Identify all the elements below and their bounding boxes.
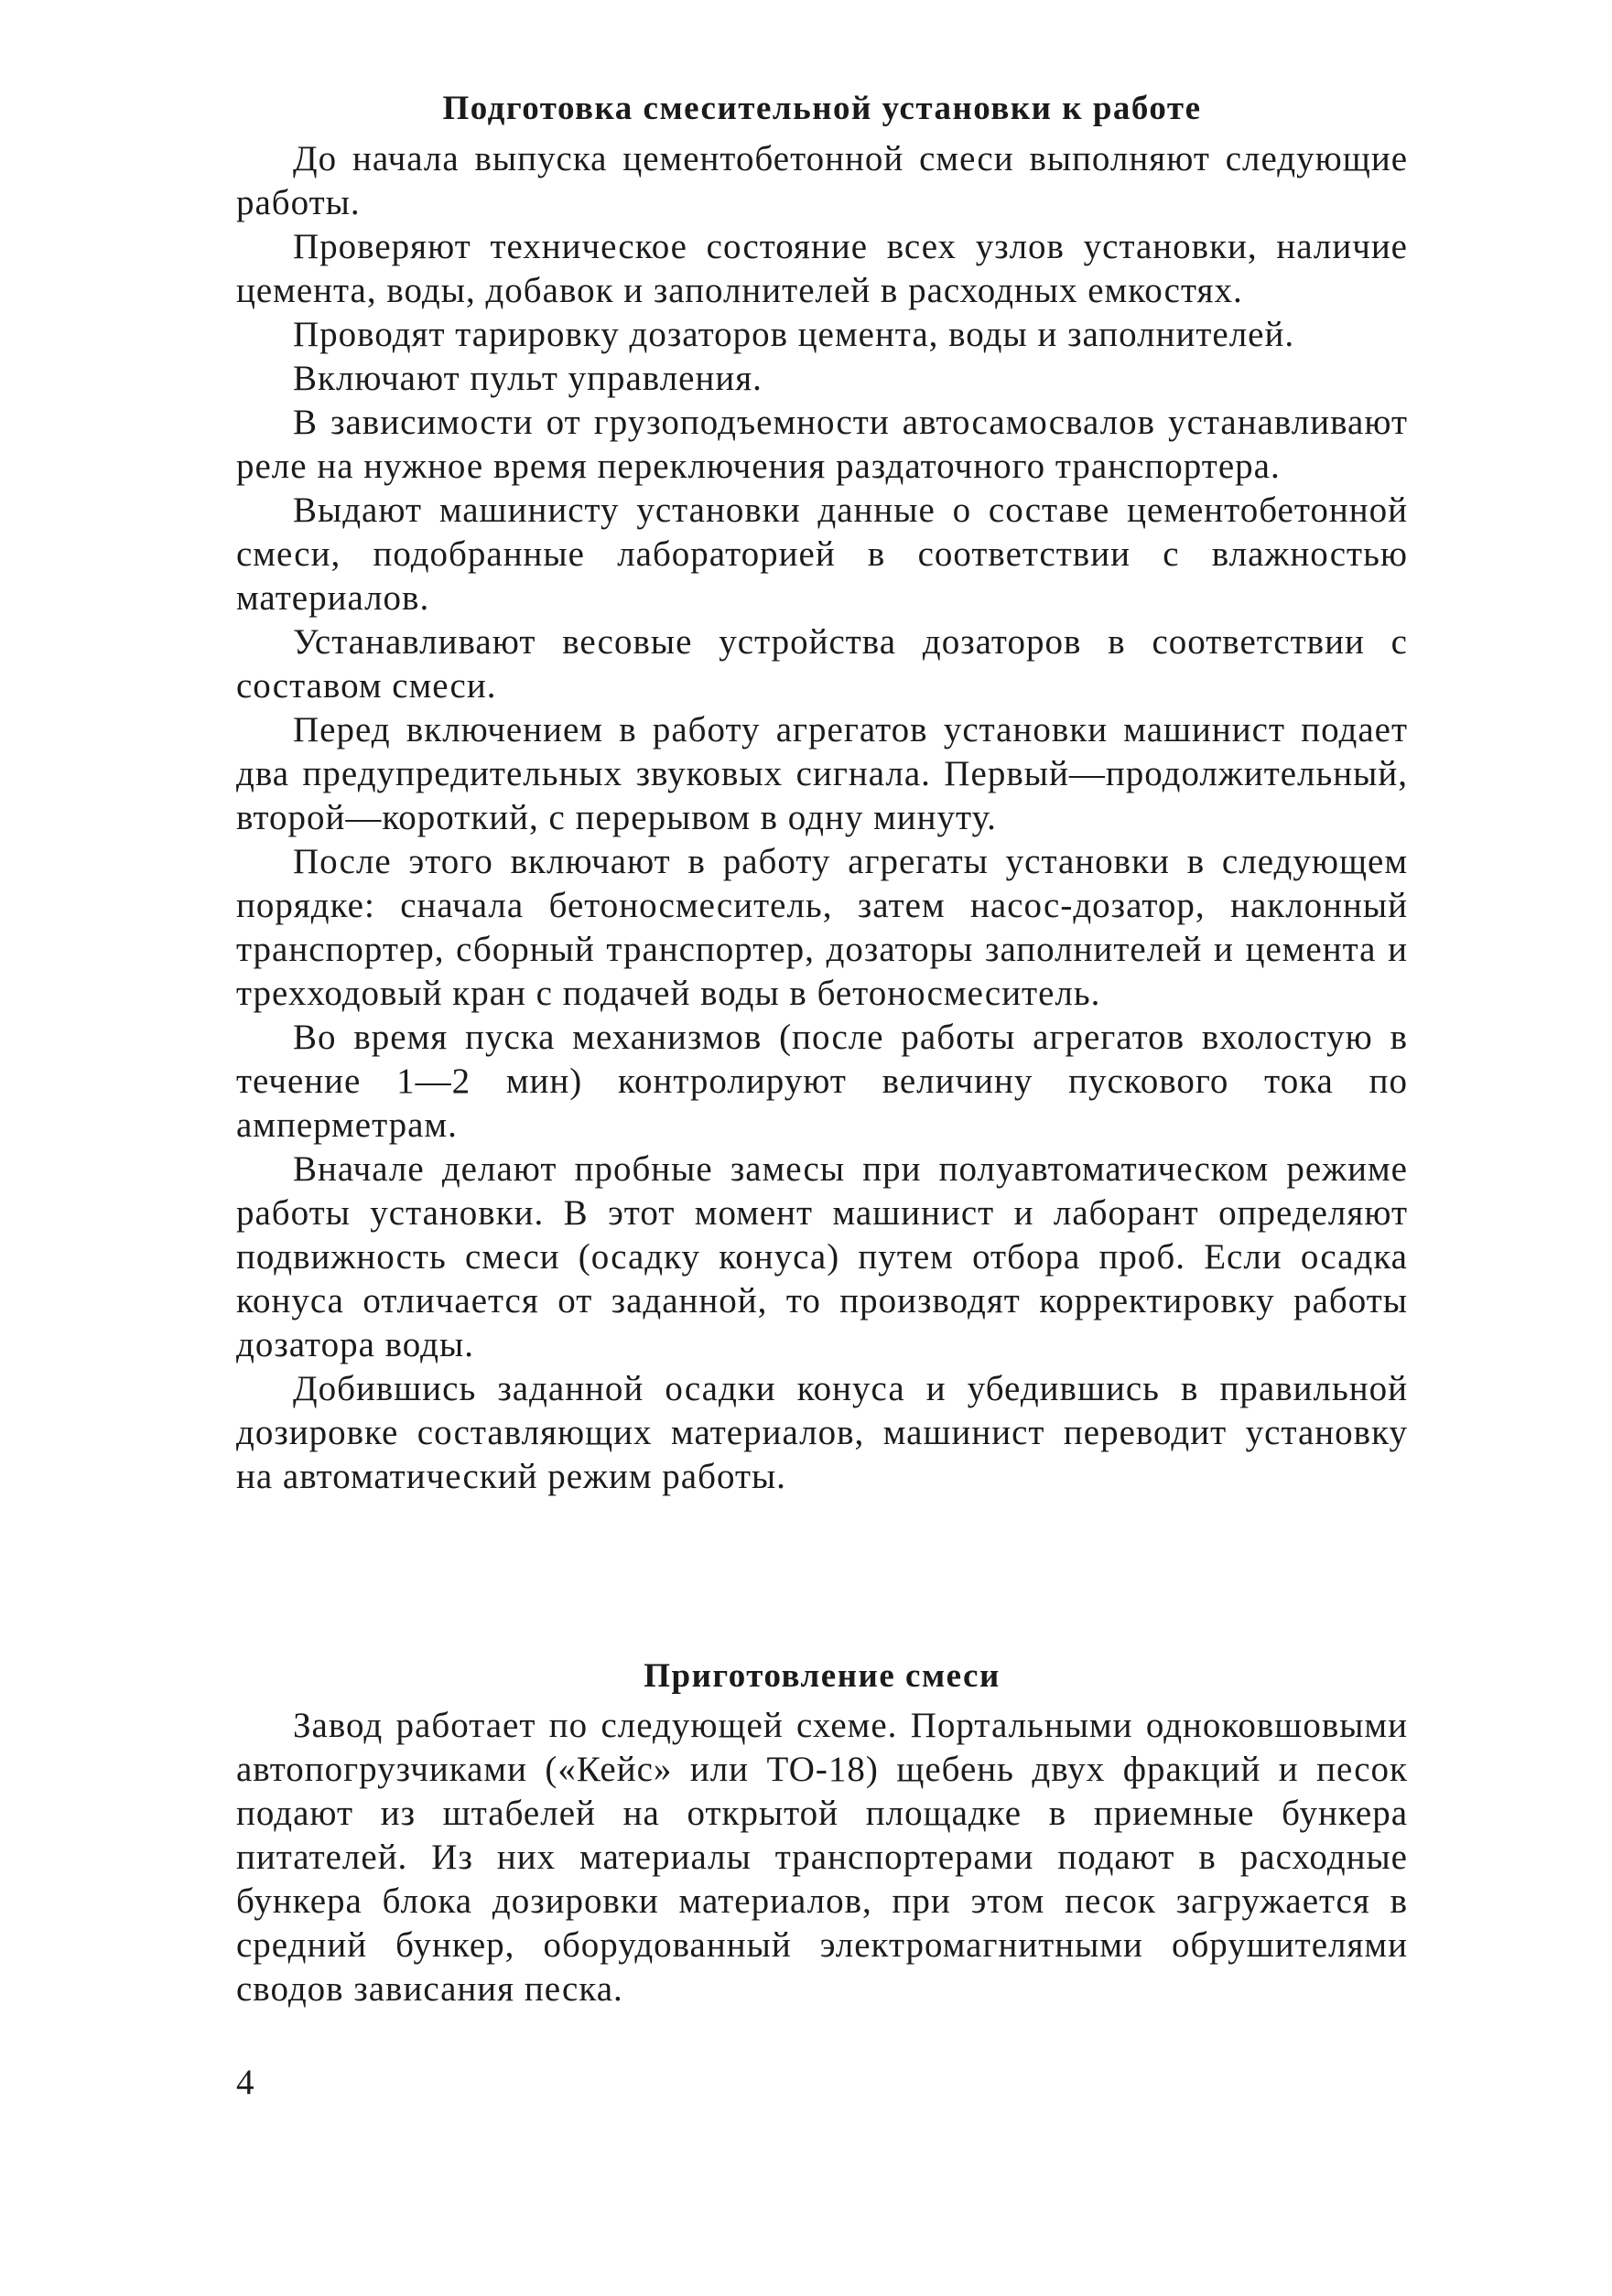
paragraph: Проводят тарировку дозаторов цемента, воды и заполнителей. — [293, 315, 1295, 354]
paragraph: Выдают машинисту установки данные о составе цементобетонной смеси, подобранные лабораторией в соответствии с влажностью материалов. — [236, 490, 1408, 618]
paragraph: Во время пуска механизмов (после работы агрегатов вхолостую в течение 1—2 мин) контролируют величину пускового тока по амперметрам. — [236, 1018, 1408, 1145]
paragraph: Завод работает по следующей схеме. Портальными одноковшовыми автопогрузчиками («Кейс» или ТО-18) щебень двух фракций и песок подают из штабелей на открытой площадке в приемные бункера питателей. Из них материалы транспортерами подают в расходные бункера блока дозировки материалов, при этом песок загружается в средний бункер, оборудованный электромагнитными обрушителями сводов зависания песка. — [236, 1706, 1408, 2009]
paragraph: Включают пульт управления. — [293, 359, 763, 398]
page-number: 4 — [236, 2063, 254, 2102]
paragraph: После этого включают в работу агрегаты установки в следующем порядке: сначала бетоносмеситель, затем насос-дозатор, наклонный транспортер, сборный транспортер, дозаторы заполнителей и цемента и трехходовый кран с подачей воды в бетоносмеситель. — [236, 842, 1408, 1013]
paragraph: Проверяют техническое состояние всех узлов установки, наличие цемента, воды, добавок и заполнителей в расходных емкостях. — [236, 227, 1408, 310]
paragraph: Вначале делают пробные замесы при полуавтоматическом режиме работы установки. В этот момент машинист и лаборант определяют подвижность смеси (осадку конуса) путем отбора проб. Если осадка конуса отличается от заданной, то производят корректировку работы дозатора воды. — [236, 1149, 1408, 1364]
paragraph: Устанавливают весовые устройства дозаторов в соответствии с составом смеси. — [236, 622, 1408, 706]
paragraph: Добившись заданной осадки конуса и убедившись в правильной дозировке составляющих материалов, машинист переводит установку на автоматический режим работы. — [236, 1369, 1408, 1496]
section-body-preparation — [236, 137, 1408, 1499]
section-body-mix-preparation — [236, 1704, 1408, 2011]
section-heading-mix-preparation: Приготовление смеси — [644, 1657, 1001, 1695]
paragraph: До начала выпуска цементобетонной смеси выполняют следующие работы. — [236, 139, 1408, 222]
paragraph: В зависимости от грузоподъемности автосамосвалов устанавливают реле на нужное время переключения раздаточного транспортера. — [236, 403, 1408, 486]
section-heading-preparation: Подготовка смесительной установки к работе — [442, 90, 1202, 127]
paragraph: Перед включением в работу агрегатов установки машинист подает два предупредительных звуковых сигнала. Первый—продолжительный, второй—короткий, с перерывом в одну минуту. — [236, 710, 1408, 837]
